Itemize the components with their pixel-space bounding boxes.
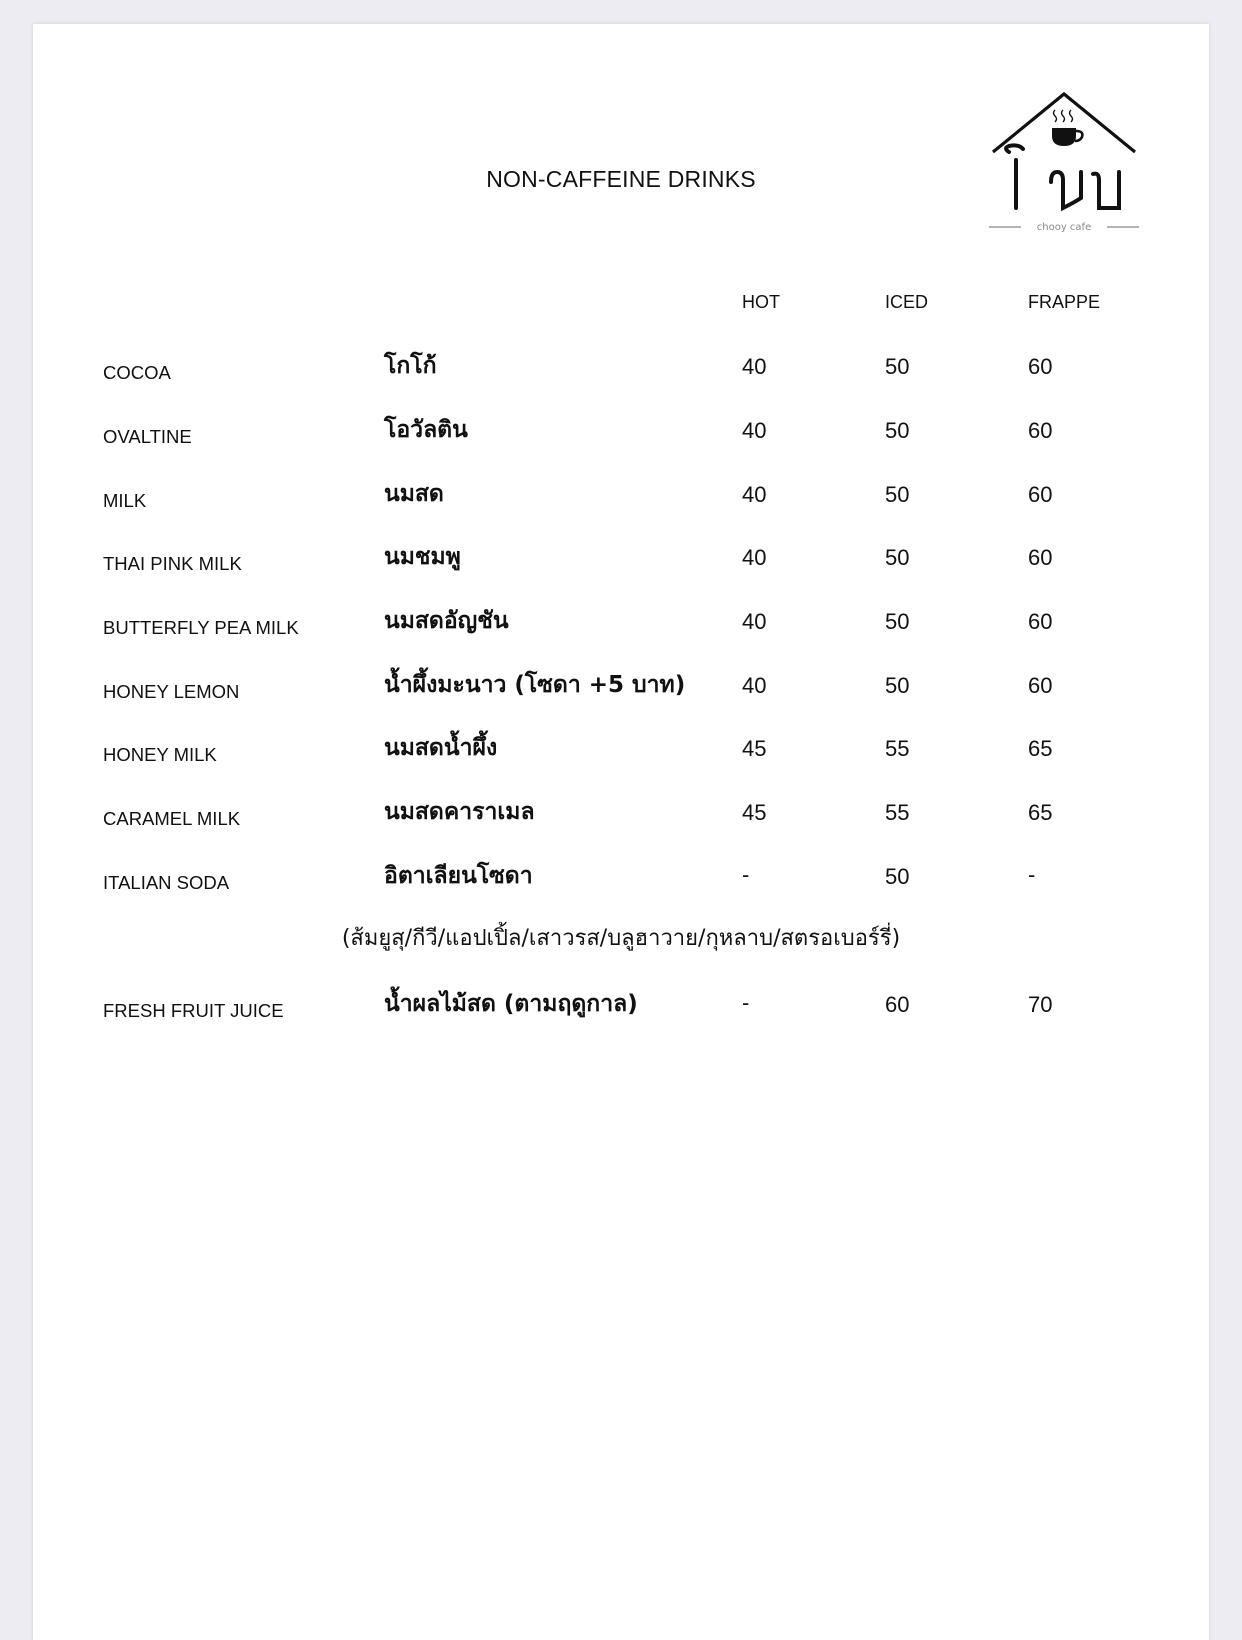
price-hot: 40 xyxy=(742,673,767,698)
menu-row-thai-pink-milk xyxy=(33,537,1209,577)
menu-row-ovaltine xyxy=(33,410,1209,450)
item-name-en: OVALTINE xyxy=(103,426,192,447)
price-hot: 40 xyxy=(742,354,767,379)
price-frappe: 60 xyxy=(1028,673,1053,698)
menu-row-honey-lemon xyxy=(33,665,1209,705)
price-hot: - xyxy=(742,990,750,1015)
price-hot: 40 xyxy=(742,418,767,443)
menu-row-cocoa xyxy=(33,346,1209,386)
price-frappe: 70 xyxy=(1028,992,1053,1017)
item-name-en: THAI PINK MILK xyxy=(103,553,242,574)
item-name-en: BUTTERFLY PEA MILK xyxy=(103,617,299,638)
italian-soda-flavors-note: (ส้มยูสุ/กีวี/แอปเปิ้ล/เสาวรส/บลูฮาวาย/กุหลาบ/สตรอเบอร์รี่) xyxy=(341,926,901,951)
menu-row-italian-soda xyxy=(33,856,1209,896)
item-name-th: นมสด xyxy=(384,481,444,507)
page-title: NON-CAFFEINE DRINKS xyxy=(486,166,756,192)
item-name-en: FRESH FRUIT JUICE xyxy=(103,1000,284,1021)
item-name-en: HONEY MILK xyxy=(103,744,217,765)
column-header-frappe: FRAPPE xyxy=(1028,292,1101,312)
price-hot: 40 xyxy=(742,482,767,507)
price-iced: 55 xyxy=(885,736,910,761)
coffee-cup-house-icon xyxy=(989,90,1139,240)
item-name-en: ITALIAN SODA xyxy=(103,872,230,893)
item-name-th: โกโก้ xyxy=(384,353,437,379)
logo-subtext: chooy cafe xyxy=(1036,222,1092,233)
menu-page xyxy=(33,24,1209,1640)
price-iced: 50 xyxy=(885,482,910,507)
price-frappe: 60 xyxy=(1028,545,1053,570)
item-name-th: น้ำผึ้งมะนาว (โซดา +5 บาท) xyxy=(384,672,686,698)
price-hot: 45 xyxy=(742,800,767,825)
price-iced: 55 xyxy=(885,800,910,825)
item-name-th: อิตาเลียนโซดา xyxy=(384,863,533,889)
item-name-en: CARAMEL MILK xyxy=(103,808,241,829)
item-name-th: นมสดน้ำผึ้ง xyxy=(384,735,498,761)
price-frappe: 65 xyxy=(1028,800,1053,825)
cafe-logo xyxy=(989,90,1139,240)
price-hot: 45 xyxy=(742,736,767,761)
price-hot: - xyxy=(742,862,750,887)
menu-row-milk xyxy=(33,474,1209,514)
item-name-th: น้ำผลไม้สด (ตามฤดูกาล) xyxy=(384,991,638,1017)
price-frappe: 60 xyxy=(1028,354,1053,379)
menu-row-honey-milk xyxy=(33,728,1209,768)
item-name-en: COCOA xyxy=(103,362,171,383)
menu-row-fresh-fruit-juice xyxy=(33,984,1209,1024)
price-iced: 60 xyxy=(885,992,910,1017)
column-header-iced: ICED xyxy=(885,292,929,312)
item-name-th: นมชมพู xyxy=(384,544,461,570)
item-name-th: โอวัลติน xyxy=(384,417,468,443)
item-name-en: MILK xyxy=(103,490,147,511)
item-name-th: นมสดอัญชัน xyxy=(384,608,509,634)
item-name-en: HONEY LEMON xyxy=(103,681,240,702)
price-iced: 50 xyxy=(885,673,910,698)
price-iced: 50 xyxy=(885,354,910,379)
price-frappe: 60 xyxy=(1028,482,1053,507)
price-frappe: - xyxy=(1028,862,1036,887)
price-frappe: 65 xyxy=(1028,736,1053,761)
price-iced: 50 xyxy=(885,418,910,443)
price-hot: 40 xyxy=(742,545,767,570)
item-name-th: นมสดคาราเมล xyxy=(384,799,535,825)
price-hot: 40 xyxy=(742,609,767,634)
price-iced: 50 xyxy=(885,545,910,570)
price-frappe: 60 xyxy=(1028,418,1053,443)
menu-row-butterfly-pea-milk xyxy=(33,601,1209,641)
price-frappe: 60 xyxy=(1028,609,1053,634)
price-iced: 50 xyxy=(885,609,910,634)
price-iced: 50 xyxy=(885,864,910,889)
column-header-hot: HOT xyxy=(742,292,780,312)
menu-row-caramel-milk xyxy=(33,792,1209,832)
